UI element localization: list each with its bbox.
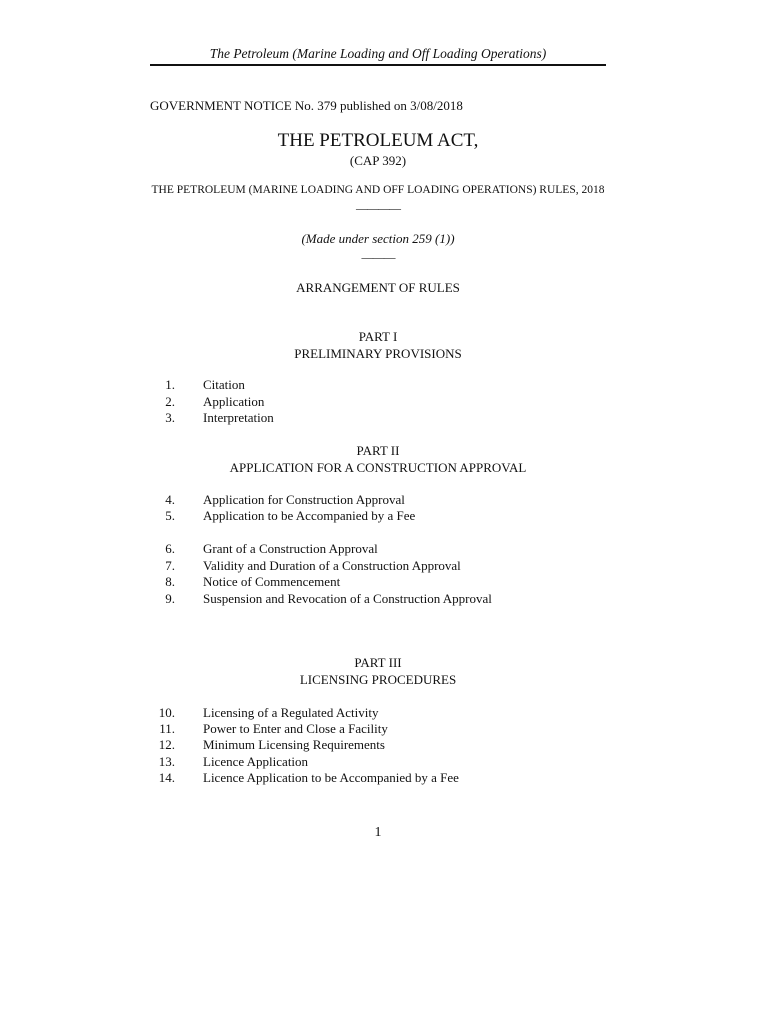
- part-title: APPLICATION FOR A CONSTRUCTION APPROVAL: [229, 460, 527, 475]
- rule-number: 14.: [158, 770, 175, 785]
- rule-number: 8.: [165, 574, 175, 589]
- separator-line: ————: [356, 201, 400, 215]
- rule-title: Licence Application to be Accompanied by a Fee: [203, 770, 459, 785]
- rule-title: Grant of a Construction Approval: [203, 541, 378, 556]
- rule-title: Application for Construction Approval: [203, 492, 405, 507]
- part-label: PART III: [354, 655, 402, 670]
- rule-title: Licence Application: [203, 754, 309, 769]
- rule-number: 12.: [158, 737, 175, 752]
- rule-number: 2.: [165, 394, 175, 409]
- header-rule: [150, 64, 606, 66]
- rule-number: 10.: [158, 705, 175, 720]
- page-number: 1: [374, 825, 382, 840]
- part-label: PART I: [358, 329, 398, 344]
- separator-line: ———: [361, 250, 395, 264]
- cap-number: (CAP 392): [349, 153, 407, 168]
- part-title: PRELIMINARY PROVISIONS: [294, 346, 462, 361]
- rule-number: 4.: [165, 492, 175, 507]
- rule-number: 13.: [158, 754, 175, 769]
- rule-number: 7.: [165, 558, 175, 573]
- part-title: LICENSING PROCEDURES: [299, 672, 457, 687]
- running-header: The Petroleum (Marine Loading and Off Loading Operations): [209, 46, 547, 61]
- rule-title: Citation: [203, 377, 245, 392]
- rule-title: Notice of Commencement: [203, 574, 341, 589]
- rules-title: THE PETROLEUM (MARINE LOADING AND OFF LOADING OPERATIONS) RULES, 2018: [151, 184, 605, 196]
- rule-title: Interpretation: [203, 410, 274, 425]
- rule-title: Validity and Duration of a Construction Approval: [203, 558, 461, 573]
- rule-number: 5.: [165, 508, 175, 523]
- government-notice: GOVERNMENT NOTICE No. 379 published on 3/08/2018: [150, 98, 463, 113]
- rule-title: Suspension and Revocation of a Construction Approval: [203, 591, 492, 606]
- rule-number: 6.: [165, 541, 175, 556]
- rule-number: 11.: [159, 721, 175, 736]
- act-title: THE PETROLEUM ACT,: [277, 130, 479, 151]
- made-under-section: (Made under section 259 (1)): [301, 231, 455, 246]
- rule-title: Licensing of a Regulated Activity: [203, 705, 379, 720]
- rule-number: 9.: [165, 591, 175, 606]
- rule-title: Application to be Accompanied by a Fee: [203, 508, 416, 523]
- rule-title: Minimum Licensing Requirements: [203, 737, 385, 752]
- rule-title: Application: [203, 394, 265, 409]
- part-label: PART II: [356, 443, 400, 458]
- rule-number: 3.: [165, 410, 175, 425]
- rule-number: 1.: [165, 377, 175, 392]
- rule-title: Power to Enter and Close a Facility: [203, 721, 388, 736]
- arrangement-heading: ARRANGEMENT OF RULES: [296, 280, 460, 295]
